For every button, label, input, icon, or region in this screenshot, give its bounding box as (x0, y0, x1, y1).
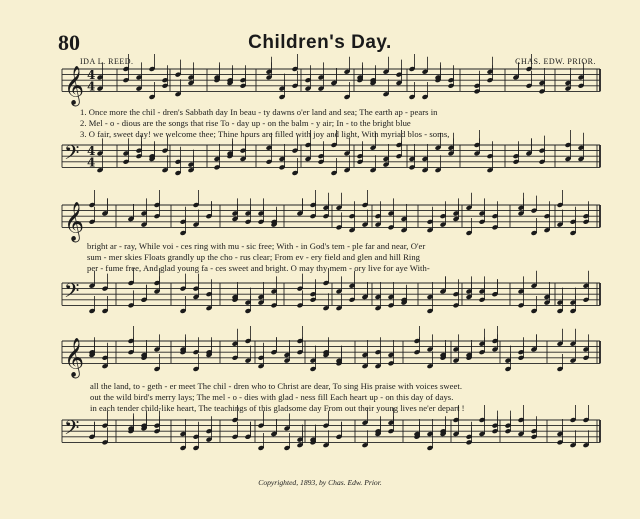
page-number: 80 (58, 30, 80, 55)
bass-clef: 𝄢 (64, 415, 80, 444)
treble-clef: 𝄞 (64, 65, 85, 106)
time-signature: 4 (87, 79, 96, 94)
treble-clef: 𝄞 (64, 337, 85, 378)
system-3-lyric-2: out the wild bird's merry lays; The mel - o - dies with glad - ness fill Each heart up - on this day of days. (90, 392, 454, 402)
time-signature: 4 (87, 68, 96, 83)
composer-credit: CHAS. EDW. PRIOR. (515, 57, 596, 66)
system-2-lyric-1: bright ar - ray, While voi - ces ring with mu - sic free; With - in God's tem - ple far and near, O'er (87, 241, 426, 251)
system-2-lyric-2: sum - mer skies Floats grandly up the cho - rus clear; From ev - ery field and glen and hill Ring (87, 252, 421, 262)
hymn-title: Children's Day. (248, 32, 392, 53)
system-1-lyric-3: 3. O fair, sweet day! we welcome thee; Thine hours are filled with joy and light, With myriad blos - soms, (80, 129, 450, 139)
system-1-lyric-1: 1. Once more the chil - dren's Sabbath day In beau - ty dawns o'er land and sea; The earth ap - pears in (80, 107, 438, 117)
lyricist-credit: IDA L. REED. (80, 57, 134, 66)
system-3-lyric-3: in each tender child-like heart, The teachings of this gladsome day From out their young lives ne'er depart ! (90, 403, 465, 413)
copyright-notice: Copyrighted, 1893, by Chas. Edw. Prior. (258, 478, 382, 487)
system-2-lyric-3: per - fume free, And glad young fa - ces sweet and bright. O may thy mem - ory live for aye With- (87, 263, 430, 273)
system-1-lyric-2: 2. Mel - o - dious are the songs that rise To - day up - on the balm - y air; In - to the bright blue (80, 118, 411, 128)
time-signature: 4 (87, 144, 96, 159)
time-signature: 4 (87, 155, 96, 170)
system-3-lyric-1: all the land, to - geth - er meet The chil - dren who to Christ are dear, To sing His praise with voices sweet. (90, 381, 463, 391)
bass-clef: 𝄢 (64, 140, 80, 169)
bass-clef: 𝄢 (64, 278, 80, 307)
treble-clef: 𝄞 (64, 201, 85, 242)
